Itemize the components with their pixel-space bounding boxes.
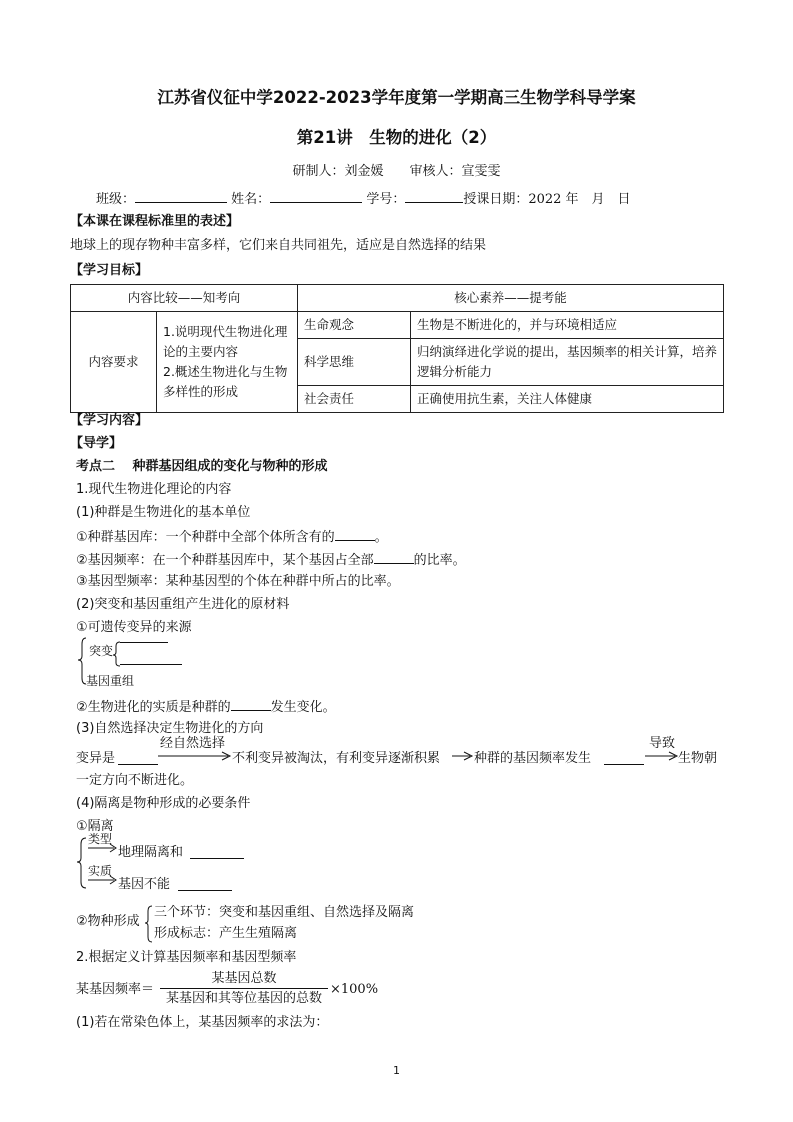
class-label: 班级： [96,192,136,207]
literacy-name: 社会责任 [298,386,411,413]
literacy-name: 科学思维 [298,339,411,386]
tubian-blank-2[interactable] [120,664,182,665]
blank-variation[interactable] [118,764,158,765]
text-line: ①种群基因库：一个种群中全部个体所含有的 。 [76,530,388,545]
jiyin-buneng-text: 基因不能 [118,877,171,892]
speciation-bracket [144,904,154,944]
standard-text: 地球上的现存物种丰富多样，它们来自共同祖先，适应是自然选择的结果 [70,238,487,253]
leixing-label: 类型 [88,832,113,846]
req-text [157,312,298,413]
tubian-blank-1[interactable] [120,642,168,643]
tubian-label: 突变 [89,644,114,658]
req-text-2: 2.概述生物进化与生物多样性的形成 [163,364,288,399]
content-heading: 【学习内容】 [70,413,149,428]
date-label: 授课日期：2022 年 月 日 [463,192,631,207]
text-line: ③基因型频率：某种基因型的个体在种群中所占的比率。 [76,574,400,589]
page-number: 1 [393,1064,400,1077]
l14-c: 形成标志：产生生殖隔离 [154,926,298,941]
blank-essence[interactable] [231,698,271,711]
blank-isolation-type[interactable] [190,858,244,859]
formula-numerator: 某基因总数 [211,971,277,986]
goals-table [70,284,724,413]
blank-frequency-change[interactable] [604,764,644,765]
text-line: ①隔离 [76,819,114,834]
arrow2-label: 导致 [649,736,676,751]
text-line: ①可遗传变异的来源 [76,620,192,635]
blank-gene-pool[interactable] [335,528,375,541]
dili-text: 地理隔离和 [118,845,184,860]
arrow-right-icon [452,752,474,760]
literacy-desc: 正确使用抗生素，关注人体健康 [411,386,724,413]
text-line: 2.根据定义计算基因频率和基因型频率 [76,950,297,965]
text-line: (1)种群是生物进化的基本单位 [76,505,251,520]
blank-isolation-essence[interactable] [178,890,232,891]
l10-a: 变异是 [76,751,116,766]
l10-c: 种群的基因频率发生 [474,751,592,766]
text-line: (4)隔离是物种形成的必要条件 [76,796,251,811]
kaodian-heading: 考点二 种群基因组成的变化与物种的形成 [76,459,328,474]
req-label: 内容要求 [71,312,157,413]
class-blank[interactable] [135,190,227,203]
l14-b: 三个环节：突变和基因重组、自然选择及隔离 [154,905,415,920]
fraction-bar [160,988,328,989]
text-line: 1.现代生物进化理论的内容 [76,482,232,497]
literacy-desc: 归纳演绎进化学说的提出，基因频率的相关计算，培养逻辑分析能力 [411,339,724,386]
goals-head-left: 内容比较——知考向 [71,285,298,312]
shizhi-label: 实质 [88,864,113,878]
standard-heading: 【本课在课程标准里的表述】 [70,214,240,229]
lesson-title: 第21讲 生物的进化（2） [296,128,497,147]
text-line: ②基因频率：在一个种群基因库中，某个基因占全部 的比率。 [76,553,466,568]
literacy-desc: 生物是不断进化的，并与环境相适应 [411,312,724,339]
arrow-right-icon [158,752,234,760]
arrow-right-icon [645,752,679,760]
l10-b: 不利变异被淘汰，有利变异逐渐积累 [232,751,441,766]
literacy-name: 生命观念 [298,312,411,339]
req-text-1: 1.说明现代生物进化理论的主要内容 [163,324,288,359]
blank-gene-frequency[interactable] [374,551,414,564]
goals-head-right: 核心素养——提考能 [298,285,724,312]
formula-label: 某基因频率＝ [76,982,155,997]
goals-heading: 【学习目标】 [70,263,149,278]
id-blank[interactable] [405,190,463,203]
text-line: ②生物进化的实质是种群的 发生变化。 [76,700,336,715]
l14-a: ②物种形成 [76,914,140,929]
name-label: 姓名： [231,192,271,207]
id-label: 学号： [366,192,406,207]
name-blank[interactable] [270,190,362,203]
text-line: (2)突变和基因重组产生进化的原材料 [76,597,290,612]
jiyin-chongzu-label: 基因重组 [86,674,135,688]
page-title: 江苏省仪征中学2022-2023学年度第一学期高三生物学科导学案 [157,88,636,107]
formula-tail: ×100% [330,982,379,997]
text-line: (3)自然选择决定生物进化的方向 [76,721,264,736]
authors-line: 研制人：刘金媛 审核人：宣雯雯 [292,164,501,179]
text-line: 一定方向不断进化。 [76,773,194,788]
text-line: (1)若在常染色体上，某基因频率的求法为： [76,1015,329,1030]
guide-heading: 【导学】 [70,436,123,451]
formula-denominator: 某基因和其等位基因的总数 [165,991,322,1006]
student-info-line [96,190,631,208]
l10-d: 生物朝 [678,751,718,766]
arrow1-label: 经自然选择 [160,736,226,751]
